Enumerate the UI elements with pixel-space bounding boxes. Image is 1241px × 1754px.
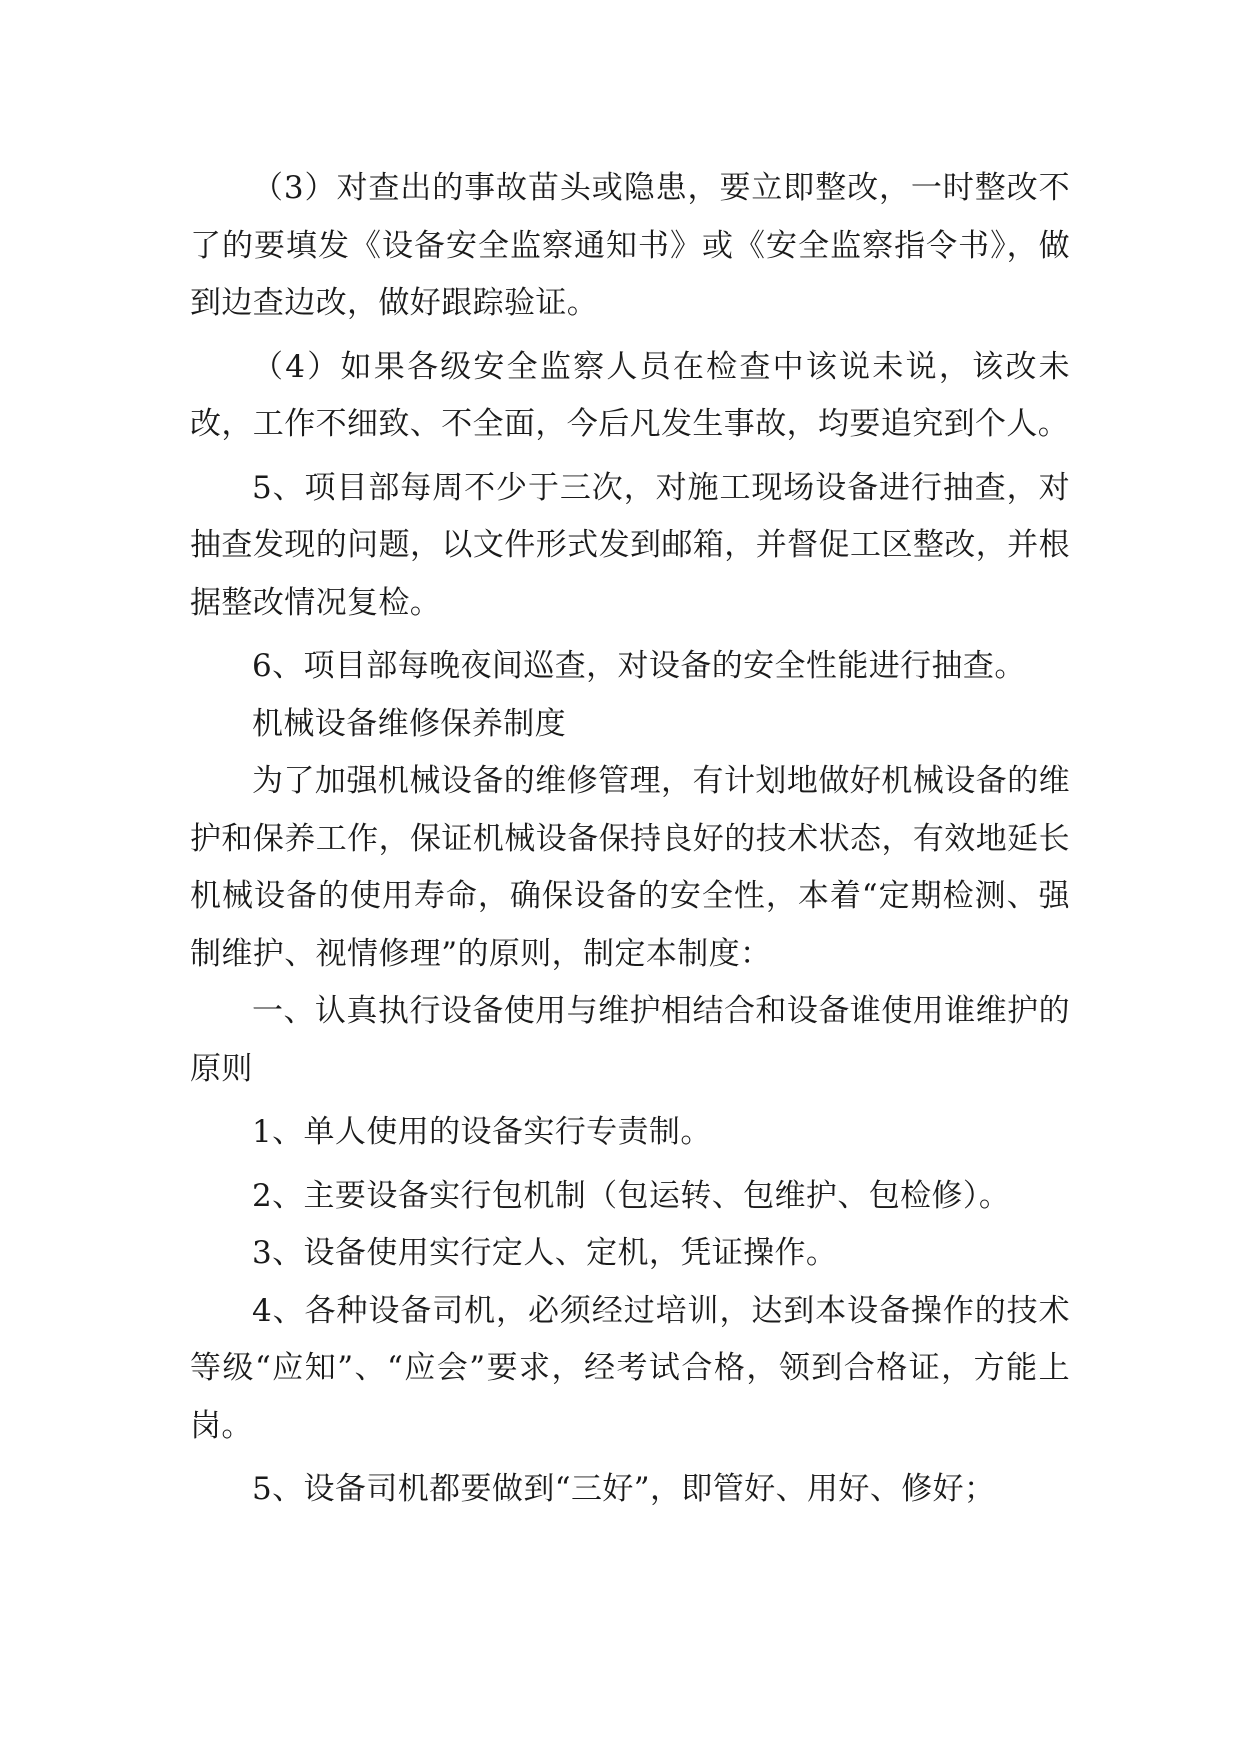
section-heading-maintenance-system: 机械设备维修保养制度 <box>252 705 566 742</box>
paragraph-nightly-patrol: 6、项目部每晚夜间巡查，对设备的安全性能进行抽查。 <box>252 648 1026 684</box>
paragraph-item-4-accountability: （4）如果各级安全监察人员在检查中该说未说，该改未改，工作不细致、不全面，今后凡发生事故，均要追究到个人。 <box>190 348 1070 442</box>
paragraph-weekly-inspection: 5、项目部每周不少于三次，对施工现场设备进行抽查，对抽查发现的问题，以文件形式发到邮箱，并督促工区整改，并根据整改情况复检。 <box>190 469 1070 621</box>
paragraph-rule-1: 1、单人使用的设备实行专责制。 <box>252 1114 712 1150</box>
document-body <box>190 160 1070 1519</box>
paragraph-rule-2: 2、主要设备实行包机制（包运转、包维护、包检修）。 <box>252 1177 1011 1214</box>
paragraph-item-3-followup: （3）对查出的事故苗头或隐患，要立即整改，一时整改不了的要填发《设备安全监察通知书》或《安全监察指令书》，做到边查边改，做好跟踪验证。 <box>190 170 1070 321</box>
paragraph-maintenance-intro: 为了加强机械设备的维修管理，有计划地做好机械设备的维护和保养工作，保证机械设备保持良好的技术状态，有效地延长机械设备的使用寿命，确保设备的安全性，本着“定期检测、强制维护、视情修理”的原则，制定本制度： <box>190 763 1070 972</box>
paragraph-rule-4: 4、各种设备司机，必须经过培训，达到本设备操作的技术等级“应知”、“应会”要求，经考试合格，领到合格证，方能上岗。 <box>190 1292 1070 1444</box>
paragraph-principle-one: 一、认真执行设备使用与维护相结合和设备谁使用谁维护的原则 <box>190 993 1070 1087</box>
paragraph-rule-5: 5、设备司机都要做到“三好”，即管好、用好、修好； <box>252 1471 996 1507</box>
paragraph-rule-3: 3、设备使用实行定人、定机，凭证操作。 <box>252 1235 838 1271</box>
